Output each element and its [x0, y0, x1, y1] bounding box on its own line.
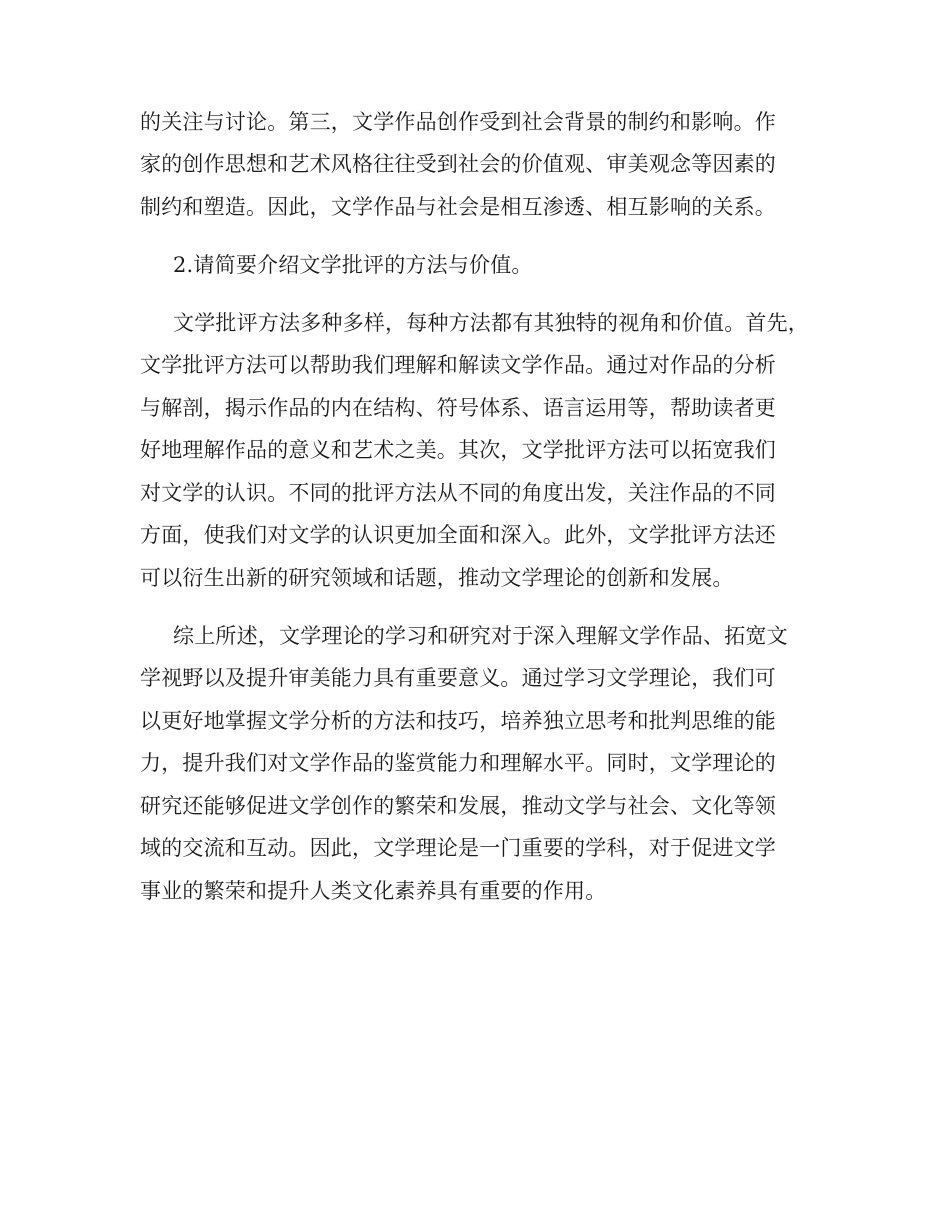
paragraph-line: 事业的繁荣和提升人类文化素养具有重要的作用。 [140, 879, 607, 903]
paragraph-line: 好地理解作品的意义和艺术之美。其次，文学批评方法可以拓宽我们 [140, 438, 776, 462]
paragraph-line: 与解剖，揭示作品的内在结构、符号体系、语言运用等，帮助读者更 [140, 396, 776, 420]
question-heading: 2.请简要介绍文学批评的方法与价值。 [173, 253, 533, 277]
paragraph-line: 研究还能够促进文学创作的繁荣和发展，推动文学与社会、文化等领 [140, 794, 776, 818]
paragraph-line: 文学批评方法多种多样，每种方法都有其独特的视角和价值。首先， [173, 311, 809, 335]
paragraph-line: 的关注与讨论。第三，文学作品创作受到社会背景的制约和影响。作 [140, 110, 776, 134]
paragraph-line: 力，提升我们对文学作品的鉴赏能力和理解水平。同时，文学理论的 [140, 751, 776, 775]
paragraph-line: 综上所述，文学理论的学习和研究对于深入理解文学作品、拓宽文 [173, 624, 788, 648]
paragraph-line: 家的创作思想和艺术风格往往受到社会的价值观、审美观念等因素的 [140, 152, 776, 176]
paragraph-line: 域的交流和互动。因此，文学理论是一门重要的学科，对于促进文学 [140, 836, 776, 860]
paragraph-line: 对文学的认识。不同的批评方法从不同的角度出发，关注作品的不同 [140, 481, 776, 505]
paragraph-line: 文学批评方法可以帮助我们理解和解读文学作品。通过对作品的分析 [140, 353, 776, 377]
paragraph-line: 制约和塑造。因此，文学作品与社会是相互渗透、相互影响的关系。 [140, 195, 776, 219]
paragraph-line: 学视野以及提升审美能力具有重要意义。通过学习文学理论，我们可 [140, 666, 776, 690]
paragraph-line: 方面，使我们对文学的认识更加全面和深入。此外，文学批评方法还 [140, 523, 776, 547]
paragraph-line: 可以衍生出新的研究领域和话题，推动文学理论的创新和发展。 [140, 566, 734, 590]
paragraph-line: 以更好地掌握文学分析的方法和技巧，培养独立思考和批判思维的能 [140, 709, 776, 733]
